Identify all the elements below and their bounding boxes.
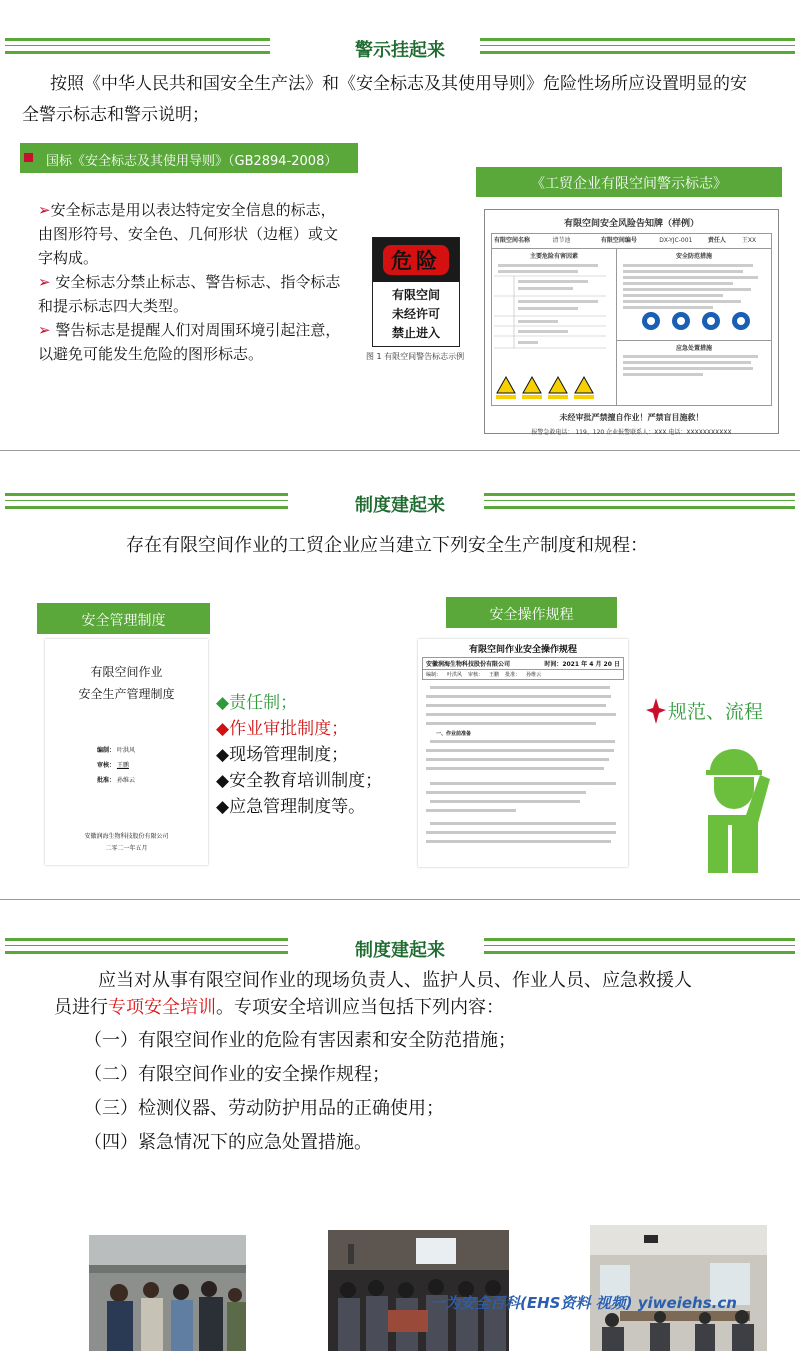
risk-card-cell: 王XX <box>741 237 757 244</box>
training-item: （四）紧急情况下的应急处置措施。 <box>84 1132 372 1153</box>
header-rule-left-thin <box>5 45 270 46</box>
risk-card-row <box>491 233 772 249</box>
diamond-icon: ◆ <box>216 719 230 739</box>
training-item: （二）有限空间作业的安全操作规程； <box>84 1064 390 1085</box>
standard-tag-label: 国标《安全标志及其使用导则》（GB2894-2008） <box>46 154 338 169</box>
bullet-item <box>38 318 340 342</box>
slide-header <box>0 934 800 961</box>
slide-title: 制度建起来 <box>355 495 445 516</box>
doc-title <box>45 661 208 705</box>
header-rule-right-thin <box>484 500 795 501</box>
list-item-text: 应急管理制度等。 <box>229 797 366 817</box>
bullet-text: 安全标志分禁止标志、警告标志、指令标志 <box>50 273 341 291</box>
training-item: （一）有限空间作业的危险有害因素和安全防范措施； <box>84 1030 516 1051</box>
watermark-text: 一为安全百科(EHS资料 视频) yiweiehs.cn <box>430 1294 737 1312</box>
risk-card-title: 有限空间安全风险告知牌（样例） <box>563 219 699 229</box>
emergency-header: 应急处置措施 <box>617 340 771 352</box>
bullet-item <box>38 270 340 294</box>
diamond-icon: ◆ <box>216 745 230 765</box>
field-value: 叶洪风 <box>447 672 463 678</box>
field-value: 孙维云 <box>526 672 542 678</box>
arrow-icon: ➢ <box>38 201 51 219</box>
intro-text: 员进行 <box>54 997 108 1018</box>
intro-line-2: 全警示标志和警示说明； <box>22 105 209 125</box>
risk-card-cell: 责任人 <box>707 237 726 244</box>
intro-text: 存在有限空间作业的工贸企业应当建立下列安全生产制度和规程： <box>126 535 648 556</box>
field-value: 叶洪风 <box>116 747 135 754</box>
risk-card-cell: 有限空间名称 <box>494 237 531 244</box>
arrow-icon: ➢ <box>38 273 51 291</box>
risk-card-cell: DX-YJC-001 <box>659 237 693 244</box>
header-rule-left-2 <box>5 951 288 954</box>
hazard-table-graphic <box>494 262 606 372</box>
bullet-list <box>38 198 340 366</box>
danger-sign-header <box>373 238 459 282</box>
callout <box>646 697 763 724</box>
measures-header: 安全防范措施 <box>675 253 712 260</box>
diamond-icon: ◆ <box>216 693 230 713</box>
doc-section-title: 一、作业前准备 <box>436 731 472 737</box>
photo-classroom-training-image <box>328 1230 509 1351</box>
header-rule-right-2 <box>480 51 795 54</box>
doc-date: 二零二一年五月 <box>105 845 148 852</box>
bullet-text: 和提示标志四大类型。 <box>38 297 189 315</box>
diamond-icon: ◆ <box>216 797 230 817</box>
doc-company: 安徽润海生物科技股份有限公司 <box>84 833 169 840</box>
danger-sign-line: 有限空间 <box>391 288 440 302</box>
photo-meeting-room <box>590 1225 767 1351</box>
intro-line-2 <box>54 992 504 1023</box>
slide-header <box>0 34 800 61</box>
slide-title: 制度建起来 <box>355 940 445 961</box>
field-label: 审核： <box>97 762 116 769</box>
header-rule-left <box>5 938 288 941</box>
doc-title-line: 有限空间作业 <box>90 665 163 679</box>
doc-header-row <box>422 657 624 670</box>
bullet-text: 字构成。 <box>38 249 99 267</box>
risk-card-measures <box>617 249 771 405</box>
header-rule-right-thin <box>480 45 795 46</box>
danger-sign <box>372 237 460 347</box>
doc-fields <box>97 743 135 788</box>
photo-onsite-training-image <box>89 1235 246 1351</box>
bullet-text: 由图形符号、安全色、几何形状（边框）或文 <box>38 225 339 243</box>
risk-card-body <box>491 249 772 406</box>
risk-card-footer: 未经审批严禁擅自作业！严禁盲目施救！ <box>559 413 704 422</box>
training-item: （三）检测仪器、劳动防护用品的正确使用； <box>84 1098 444 1119</box>
mandatory-sign-icon <box>621 310 771 332</box>
header-rule-left-2 <box>5 51 270 54</box>
photo-onsite-training <box>89 1235 246 1351</box>
header-rule-left-thin <box>5 945 288 946</box>
slide-title: 警示挂起来 <box>355 40 445 61</box>
tag-safety-management: 安全管理制度 <box>37 603 210 634</box>
procedure-text-graphic <box>424 684 624 852</box>
doc-approval-row <box>422 670 624 680</box>
header-rule-right <box>480 38 795 41</box>
highlight-text: 专项安全培训 <box>108 997 216 1018</box>
field-label: 编制： <box>97 747 116 754</box>
star-burst-icon <box>646 698 666 724</box>
header-rule-left-2 <box>5 506 288 509</box>
list-item <box>216 716 382 742</box>
field-value: 孙维云 <box>116 777 135 784</box>
doc-title-line: 安全生产管理制度 <box>78 687 175 701</box>
intro-line-1: 按照《中华人民共和国安全生产法》和《安全标志及其使用导则》危险性场所应设置明显的安 <box>50 74 747 94</box>
danger-label: 危险 <box>383 245 449 275</box>
risk-card-contacts: 报警急救电话： 119、120 企业报警联系人：XXX 电话：XXXXXXXXXXX <box>531 429 732 436</box>
worker-raising-hand-icon <box>700 743 772 879</box>
emergency-text-graphic <box>621 352 771 382</box>
list-item <box>216 794 382 820</box>
list-item-text: 现场管理制度； <box>229 745 349 765</box>
tag-operating-procedures: 安全操作规程 <box>446 597 617 628</box>
header-rule-right <box>484 938 795 941</box>
risk-card-hazards <box>492 249 617 405</box>
list-item <box>216 690 382 716</box>
risk-notice-card <box>484 209 779 434</box>
doc-company: 安徽润海生物科技股份有限公司 <box>426 661 511 668</box>
diamond-icon: ◆ <box>216 771 230 791</box>
danger-sign-caption: 图 1 有限空间警告标志示例 <box>366 352 465 361</box>
danger-sign-body <box>373 282 459 343</box>
warning-triangle-icon <box>496 375 608 401</box>
header-rule-left <box>5 38 270 41</box>
danger-sign-line: 未经许可 <box>391 307 440 321</box>
slide-warning-signs <box>0 0 800 451</box>
field-label: 批准： <box>97 777 116 784</box>
bullet-text: 以避免可能发生危险的图形标志。 <box>38 345 264 363</box>
field-value: 王鹏 <box>116 762 129 769</box>
header-rule-right-thin <box>484 945 795 946</box>
slide-training <box>0 900 800 1351</box>
danger-sign-line: 禁止进入 <box>391 326 440 340</box>
header-rule-left <box>5 493 288 496</box>
field-label: 编制： <box>426 672 442 678</box>
doc-time: 时间：2021 年 4 月 20 日 <box>544 661 620 668</box>
field-label: 批准： <box>505 672 521 678</box>
callout-text: 规范、流程 <box>668 701 764 723</box>
intro-text: 。专项安全培训应当包括下列内容： <box>216 997 504 1018</box>
photo-meeting-room-image <box>590 1225 767 1351</box>
hazards-header: 主要危险有害因素 <box>529 253 578 260</box>
arrow-icon: ➢ <box>38 321 51 339</box>
field-value: 王鹏 <box>489 672 500 678</box>
right-standard-tag: 《工贸企业有限空间警示标志》 <box>476 167 782 197</box>
document-operating-procedure <box>418 639 628 867</box>
bullet-text: 警告标志是提醒人们对周围环境引起注意， <box>50 321 341 339</box>
header-rule-left-thin <box>5 500 288 501</box>
intro-line-1: 应当对从事有限空间作业的现场负责人、监护人员、作业人员、应急救援人 <box>98 970 692 991</box>
header-rule-right-2 <box>484 951 795 954</box>
bullet-text: 安全标志是用以表达特定安全信息的标志， <box>50 201 336 219</box>
standard-tag <box>20 143 358 173</box>
slide-regulations <box>0 451 800 900</box>
training-items <box>84 1024 516 1160</box>
bullet-item <box>38 198 340 222</box>
header-rule-right <box>484 493 795 496</box>
list-item <box>216 768 382 794</box>
measures-text-graphic <box>621 262 771 310</box>
list-item-text: 作业审批制度； <box>229 719 349 739</box>
slide-header <box>0 489 800 516</box>
list-item-text: 安全教育培训制度； <box>229 771 383 791</box>
system-list <box>216 690 382 820</box>
risk-card-cell: 清节池 <box>552 237 571 244</box>
list-item-text: 责任制； <box>229 693 298 713</box>
header-rule-right-2 <box>484 506 795 509</box>
square-bullet-icon <box>24 153 33 162</box>
risk-card-cell: 有限空间编号 <box>600 237 637 244</box>
doc-title: 有限空间作业安全操作规程 <box>468 645 577 655</box>
field-label: 审核： <box>468 672 484 678</box>
document-management-system <box>45 639 208 865</box>
doc-footer <box>45 831 208 855</box>
photo-classroom-training <box>328 1230 509 1351</box>
list-item <box>216 742 382 768</box>
